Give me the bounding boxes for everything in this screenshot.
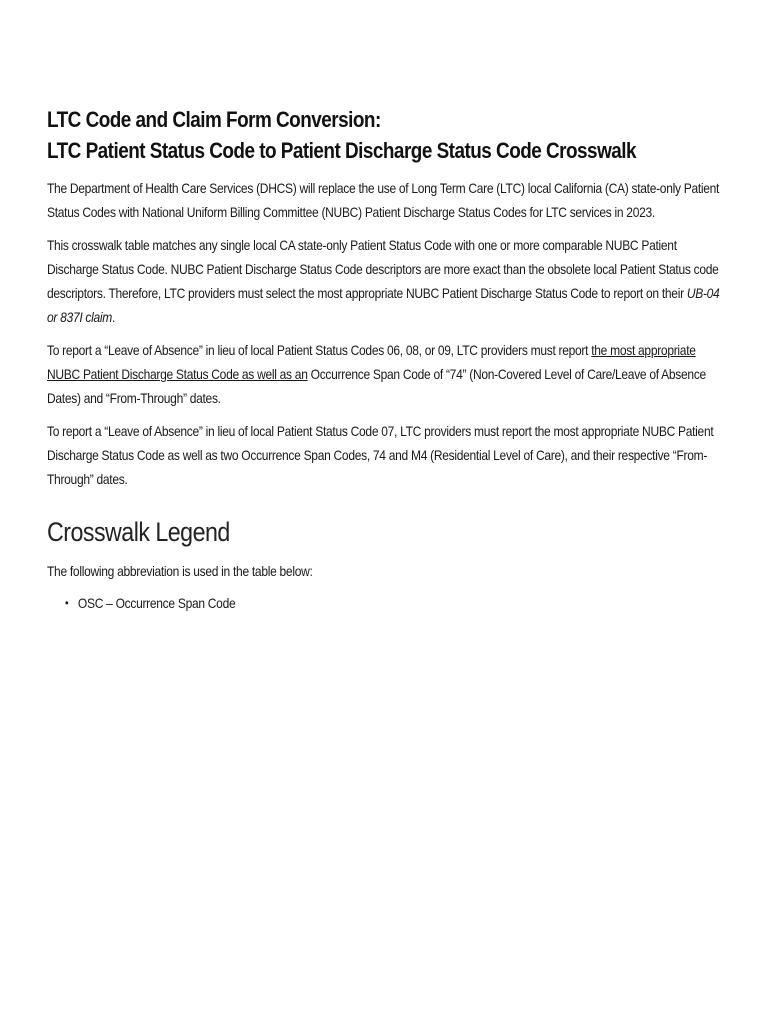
title-line-1: LTC Code and Claim Form Conversion: [47,107,381,132]
loa1-text-end: Occurrence Span Code of “74” (Non-Covered Level of Care/Leave of Absence Dates) and “From-Through” dates. [47,366,706,406]
loa1-text-start: To report a “Leave of Absence” in lieu of local Patient Status Codes 06, 08, or 09, LTC providers must report [47,342,592,358]
legend-intro: The following abbreviation is used in the table below: [47,563,313,579]
leave-of-absence-paragraph-1 [47,338,725,410]
intro-paragraph: The Department of Health Care Services (DHCS) will replace the use of Long Term Care (LTC) local California (CA) state-only Patient Status Codes with National Uniform Billing Committee (NUBC) Patient Discharge Status Codes for LTC services in 2023. [47,180,720,220]
document-body [47,176,727,615]
legend-heading: Crosswalk Legend [47,517,230,547]
legend-item [65,591,725,615]
loa1-underlined-text: the most appropriate NUBC Patient Discharge Status Code as well as an [47,342,696,382]
page-title [47,104,725,166]
claim-form-name: UB-04 or 837I claim [47,285,720,325]
leave-of-absence-paragraph-2: To report a “Leave of Absence” in lieu of local Patient Status Code 07, LTC providers must report the most appropriate NUBC Patient Discharge Status Code as well as two Occurrence Span Codes, 74 and M4 (Residential Level of Care), and their respective “From-Through” dates. [47,423,714,487]
bullet-icon: • [65,596,69,610]
document-page [47,104,727,615]
legend-list [47,591,727,615]
legend-item-text: OSC – Occurrence Span Code [77,595,236,611]
crosswalk-description-end: . [112,309,116,325]
title-line-2: LTC Patient Status Code to Patient Discharge Status Code Crosswalk [47,138,637,163]
crosswalk-description-text: This crosswalk table matches any single local CA state-only Patient Status Code with one or more comparable NUBC Patient Discharge Status Code. NUBC Patient Discharge Status Code descriptors are more exact than the obsolete local Patient Status code descriptors. Therefore, LTC providers must select the most appropriate NUBC Patient Discharge Status Code to report on their [47,237,719,301]
crosswalk-description-paragraph [47,233,725,329]
